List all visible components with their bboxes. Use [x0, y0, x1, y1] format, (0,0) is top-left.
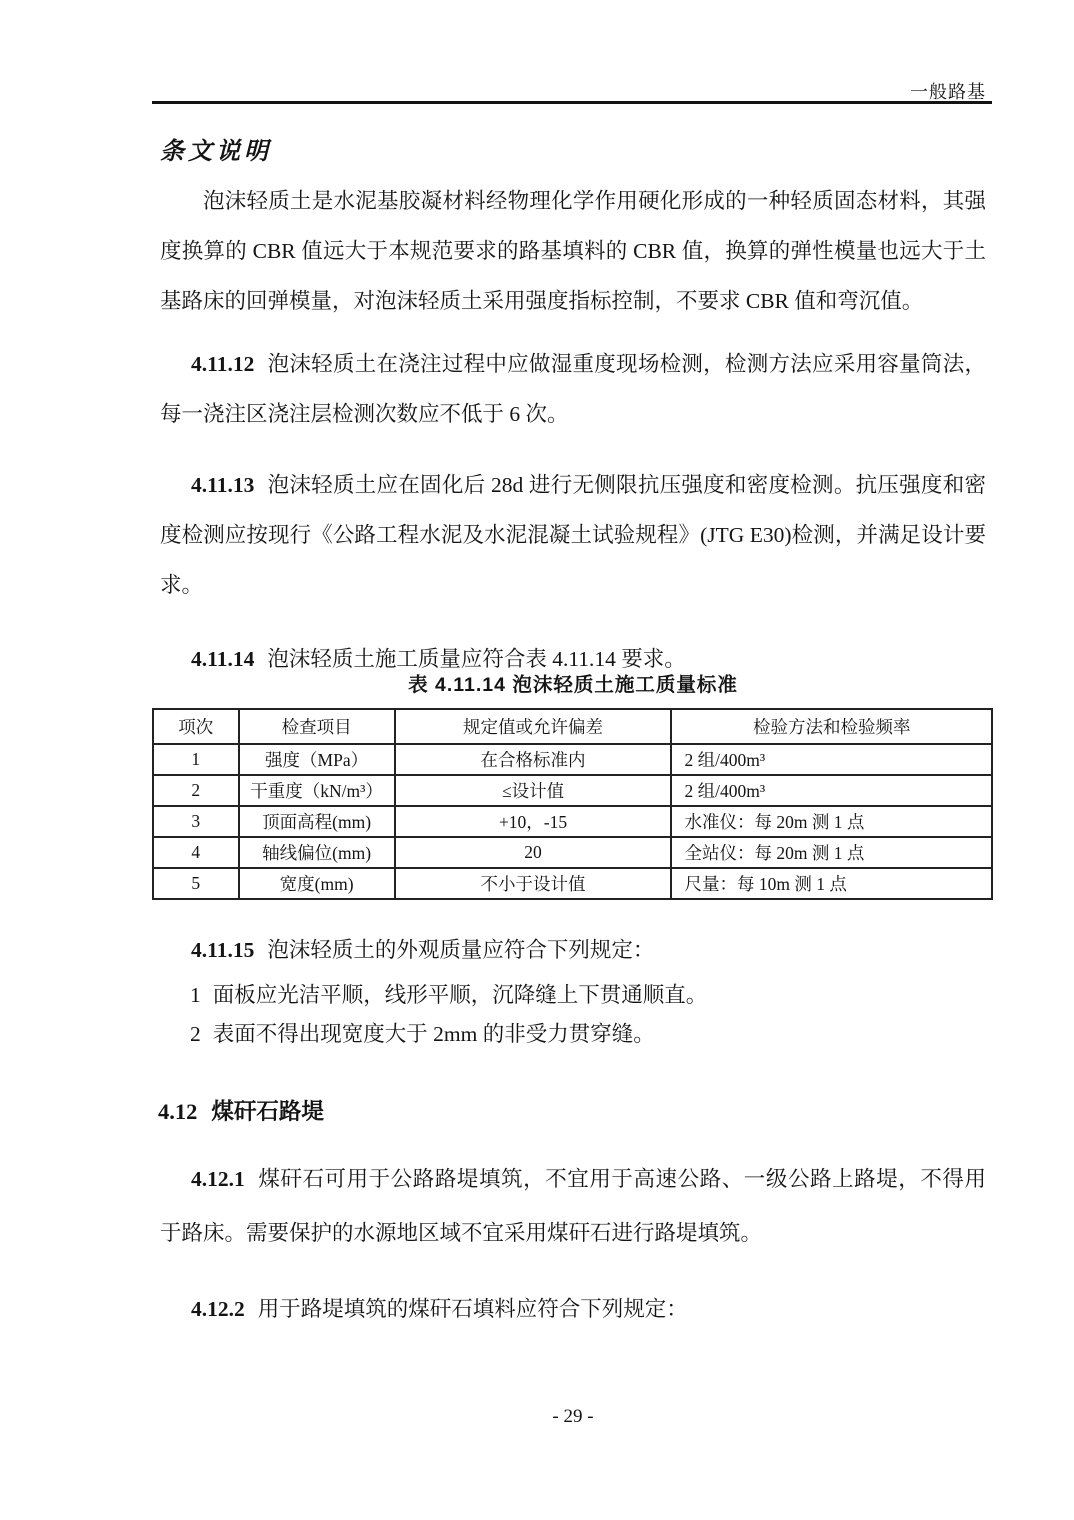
table-cell: 干重度（kN/m³）	[239, 775, 395, 806]
item-number: 1	[190, 983, 201, 1007]
item-number: 2	[190, 1022, 201, 1046]
quality-standard-table	[152, 708, 993, 900]
table-cell: 宽度(mm)	[239, 868, 395, 899]
table-cell: ≤设计值	[395, 775, 672, 806]
table-cell: 3	[153, 806, 239, 837]
clause-text: 用于路堤填筑的煤矸石填料应符合下列规定：	[257, 1297, 688, 1321]
table-cell: 20	[395, 837, 672, 868]
list-item	[160, 975, 986, 1015]
clause-text: 泡沫轻质土的外观质量应符合下列规定：	[267, 938, 655, 962]
table-header-cell: 检查项目	[239, 709, 395, 744]
table-cell: 2	[153, 775, 239, 806]
table-header-cell: 规定值或允许偏差	[395, 709, 672, 744]
table-header-cell: 检验方法和检验频率	[671, 709, 992, 744]
table-cell: 2 组/400m³	[671, 744, 992, 775]
table-row	[153, 868, 992, 899]
table-row	[153, 806, 992, 837]
clause-4-11-15	[160, 929, 986, 971]
header-rule	[152, 101, 992, 104]
table-cell: +10，-15	[395, 806, 672, 837]
clause-text: 泡沫轻质土施工质量应符合表 4.11.14 要求。	[267, 647, 686, 671]
intro-paragraph: 泡沫轻质土是水泥基胶凝材料经物理化学作用硬化形成的一种轻质固态材料，其强度换算的 CBR 值远大于本规范要求的路基填料的 CBR 值，换算的弹性模量也远大于土基路床的回弹模量，对泡沫轻质土采用强度指标控制，不要求 CBR 值和弯沉值。	[160, 189, 986, 313]
table-cell: 全站仪：每 20m 测 1 点	[671, 837, 992, 868]
item-text: 面板应光洁平顺，线形平顺，沉降缝上下贯通顺直。	[212, 983, 708, 1007]
table-header-row	[153, 709, 992, 744]
table-cell: 水准仪：每 20m 测 1 点	[671, 806, 992, 837]
section-heading-4-12	[158, 1094, 324, 1126]
clause-4-11-13	[160, 460, 986, 610]
table-cell: 轴线偏位(mm)	[239, 837, 395, 868]
table-cell: 5	[153, 868, 239, 899]
clause-text: 煤矸石可用于公路路堤填筑，不宜用于高速公路、一级公路上路堤，不得用于路床。需要保护的水源地区域不宜采用煤矸石进行路堤填筑。	[160, 1167, 986, 1245]
table-cell: 在合格标准内	[395, 744, 672, 775]
clause-number: 4.11.14	[191, 647, 255, 671]
table-caption: 表 4.11.14 泡沫轻质土施工质量标准	[408, 674, 738, 696]
running-head-title: 一般路基	[910, 82, 986, 102]
clause-4-11-12	[160, 339, 986, 439]
clause-text: 泡沫轻质土应在固化后 28d 进行无侧限抗压强度和密度检测。抗压强度和密度检测应按现行《公路工程水泥及水泥混凝土试验规程》(JTG E30)检测，并满足设计要求。	[160, 473, 986, 597]
clause-number: 4.11.15	[191, 938, 255, 962]
table-row	[153, 744, 992, 775]
clause-number: 4.11.12	[191, 352, 255, 376]
section-title: 煤矸石路堤	[211, 1099, 324, 1124]
table-cell: 2 组/400m³	[671, 775, 992, 806]
clause-text: 泡沫轻质土在浇注过程中应做湿重度现场检测，检测方法应采用容量筒法，每一浇注区浇注层检测次数应不低于 6 次。	[160, 352, 986, 426]
clause-number: 4.12.1	[191, 1167, 245, 1191]
table-cell: 强度（MPa）	[239, 744, 395, 775]
page-number: - 29 -	[552, 1406, 594, 1427]
clause-number: 4.11.13	[191, 473, 255, 497]
list-item	[160, 1014, 986, 1054]
clause-number: 4.12.2	[191, 1297, 245, 1321]
table-cell: 尺量：每 10m 测 1 点	[671, 868, 992, 899]
table-cell: 不小于设计值	[395, 868, 672, 899]
section-number: 4.12	[158, 1099, 198, 1124]
table-row	[153, 775, 992, 806]
table-cell: 1	[153, 744, 239, 775]
clause-4-12-2	[160, 1284, 986, 1334]
table-header-cell: 项次	[153, 709, 239, 744]
item-text: 表面不得出现宽度大于 2mm 的非受力贯穿缝。	[212, 1022, 655, 1046]
notes-heading: 条文说明	[160, 139, 272, 165]
table-cell: 顶面高程(mm)	[239, 806, 395, 837]
clause-4-12-1	[160, 1152, 986, 1260]
table-row	[153, 837, 992, 868]
table-cell: 4	[153, 837, 239, 868]
